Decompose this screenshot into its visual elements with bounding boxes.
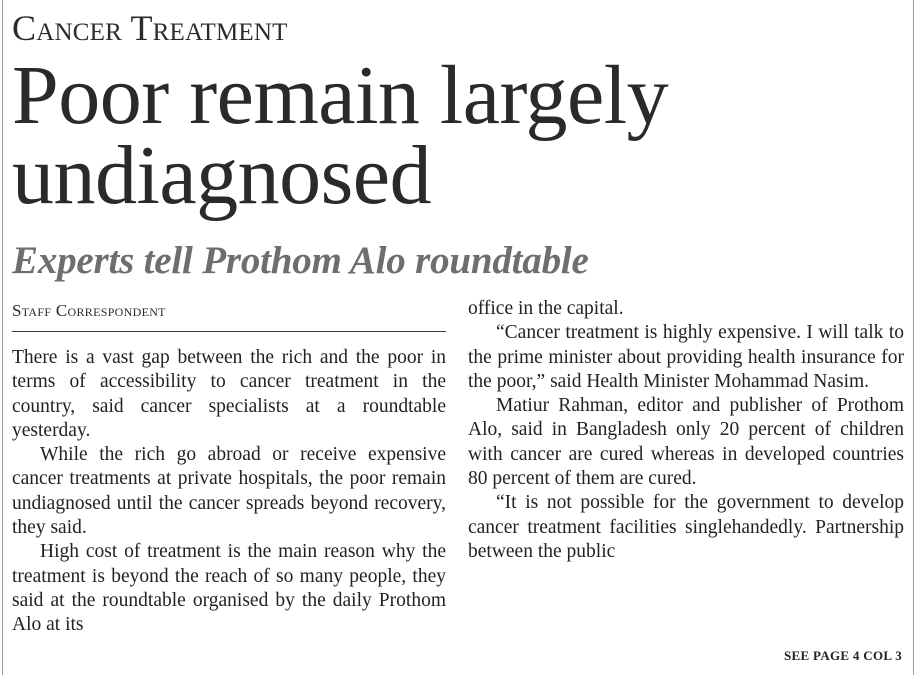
page-edge-left — [2, 0, 3, 675]
paragraph: “Cancer treatment is highly expensive. I will talk to the prime minister about providing health insurance for the poor,” said Health Minister Mohammad Nasim. — [468, 322, 904, 392]
byline-divider — [12, 331, 446, 332]
continued-on-jump-line: SEE PAGE 4 COL 3 — [784, 648, 902, 663]
headline: Poor remain largely undiagnosed — [12, 49, 669, 222]
paragraph-continuation: office in the capital. — [468, 298, 624, 319]
byline: Staff Correspondent — [12, 301, 166, 320]
subheadline: Experts tell Prothom Alo roundtable — [12, 239, 589, 282]
paragraph: “It is not possible for the government to develop cancer treatment facilities singlehandedly. Partnership between the public — [468, 492, 904, 562]
page-edge-right — [913, 0, 914, 675]
article-column-left — [12, 346, 446, 638]
paragraph: While the rich go abroad or receive expensive cancer treatments at private hospitals, the poor remain undiagnosed until the cancer spreads beyond recovery, they said. — [12, 444, 446, 539]
section-kicker: Cancer Treatment — [12, 8, 288, 48]
paragraph: There is a vast gap between the rich and the poor in terms of accessibility to cancer treatment in the country, said cancer specialists at a roundtable yesterday. — [12, 347, 446, 441]
paragraph: High cost of treatment is the main reason why the treatment is beyond the reach of so many people, they said at the roundtable organised by the daily Prothom Alo at its — [12, 541, 446, 636]
article-column-right — [468, 297, 904, 564]
paragraph: Matiur Rahman, editor and publisher of Prothom Alo, said in Bangladesh only 20 percent of children with cancer are cured whereas in developed countries 80 percent of them are cured. — [468, 395, 904, 490]
